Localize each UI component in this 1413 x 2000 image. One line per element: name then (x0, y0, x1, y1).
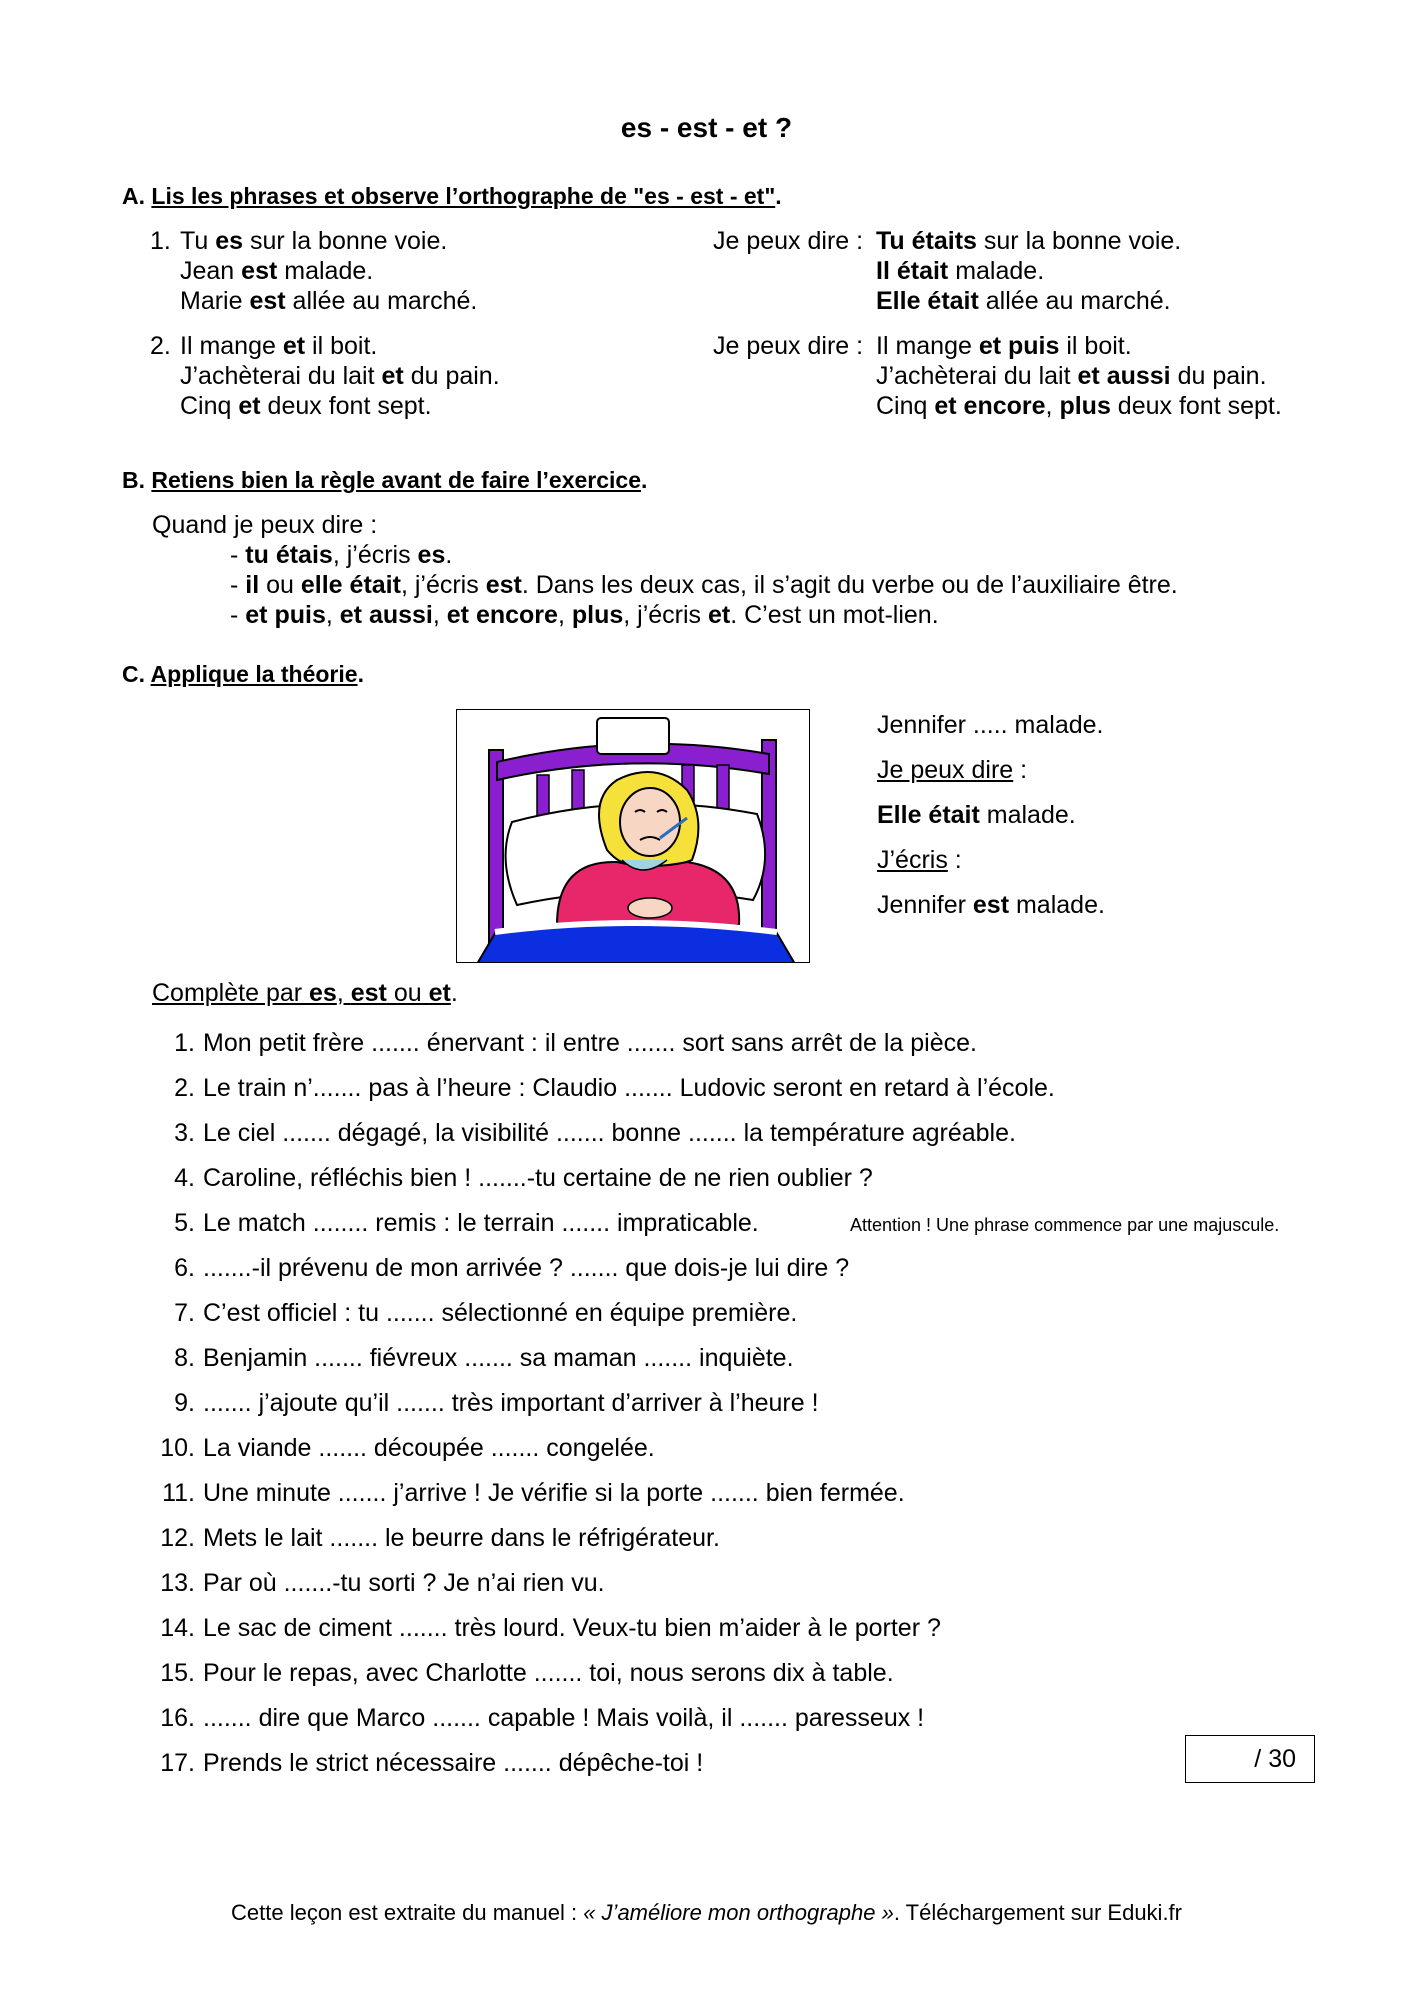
text-run: allée au marché. (978, 287, 1171, 315)
sick-girl-illustration (456, 709, 810, 963)
exercise-item (150, 1388, 1055, 1433)
exercise-number: 1. (174, 1029, 195, 1057)
section-letter: C. (122, 661, 145, 687)
text-run: plus (571, 601, 624, 629)
text-run: - (230, 541, 246, 569)
exercise-number: 9. (174, 1389, 195, 1417)
example-line-5-pre: Jennifer (877, 891, 973, 919)
footer-pre: Cette leçon est extraite du manuel : (231, 1900, 584, 1925)
text-run: il boit. (1059, 332, 1132, 360)
text-run: . C’est un mot-lien. (730, 601, 939, 629)
text-run: est (485, 571, 522, 599)
group2-number: 2. (150, 332, 171, 360)
example-line-5 (877, 890, 1105, 920)
attention-note: Attention ! Une phrase commence par une majuscule. (850, 1215, 1280, 1235)
text-run: . (450, 979, 458, 1007)
exercise-sentence: Benjamin ....... fiévreux ....... sa maman ....... inquiète. (203, 1344, 794, 1372)
exercise-item (150, 1163, 1055, 1208)
text-run: - (230, 601, 246, 629)
text-run: , j’écris (332, 541, 418, 569)
example-line-3-rest: malade. (979, 801, 1076, 829)
text-run: ou (386, 979, 429, 1007)
text-run: tu étais (245, 541, 333, 569)
exercise-number: 17. (160, 1749, 195, 1777)
exercise-item (150, 1568, 1055, 1613)
text-line (180, 361, 500, 391)
text-run: , j’écris (400, 571, 486, 599)
text-run: et (428, 979, 451, 1007)
example-line-2 (877, 755, 1027, 785)
text-run: et puis (978, 332, 1060, 360)
text-run: es (309, 979, 337, 1007)
text-run: - (230, 571, 246, 599)
text-line (180, 331, 500, 361)
text-line (230, 570, 1178, 600)
exercise-sentence: Le train n’....... pas à l’heure : Claudio ....... Ludovic seront en retard à l’école. (203, 1074, 1055, 1102)
section-heading-text: Lis les phrases et observe l’orthographe de "es - est - et" (151, 183, 776, 209)
exercise-sentence: Prends le strict nécessaire ....... dépêche-toi ! (203, 1749, 704, 1777)
text-run: Tu était (876, 227, 964, 255)
text-line (180, 286, 477, 316)
sick-girl-in-bed-icon (457, 710, 810, 963)
text-run: Complète par (152, 979, 310, 1007)
exercise-item (150, 1523, 1055, 1568)
text-run: sur la bonne voie. (243, 227, 448, 255)
text-run: sur la bonne voie. (976, 227, 1182, 255)
text-run: , (325, 601, 340, 629)
text-run: du pain. (403, 362, 500, 390)
exercise-number: 14. (160, 1614, 195, 1642)
exercise-item (150, 1253, 1055, 1298)
text-run: malade. (277, 257, 374, 285)
text-run: il boit. (305, 332, 378, 360)
exercise-number: 12. (160, 1524, 195, 1552)
exercise-sentence: Le sac de ciment ....... très lourd. Veux-tu bien m’aider à le porter ? (203, 1614, 941, 1642)
text-run: Il mange (876, 332, 979, 360)
exercise-number: 3. (174, 1119, 195, 1147)
text-run: . Dans les deux cas, il s’agit du verbe ou de l’auxiliaire être. (521, 571, 1178, 599)
group1-left-lines (180, 226, 477, 316)
text-run: elle était (300, 571, 401, 599)
exercise-sentence: Le ciel ....... dégagé, la visibilité ....... bonne ....... la température agréable. (203, 1119, 1016, 1147)
group2-prefix: Je peux dire : (713, 332, 864, 360)
text-run: et encore (934, 392, 1046, 420)
section-a-heading: A. Lis les phrases et observe l’orthographe de "es - est - et". (122, 183, 782, 209)
text-run: plus (1059, 392, 1111, 420)
text-run: J’achèterai du lait (180, 362, 382, 390)
example-line-1: Jennifer ..... malade. (877, 711, 1104, 739)
example-line-2-suffix: : (1013, 756, 1028, 784)
text-run: et encore (446, 601, 558, 629)
text-run: ou (259, 571, 301, 599)
text-run: Jean (180, 257, 242, 285)
example-line-3 (877, 800, 1076, 830)
text-line (876, 286, 1181, 316)
exercise-number: 7. (174, 1299, 195, 1327)
text-run: Tu (180, 227, 216, 255)
exercise-sentence: La viande ....... découpée ....... congelée. (203, 1434, 655, 1462)
text-run: et aussi (339, 601, 433, 629)
text-run: , j’écris (623, 601, 708, 629)
text-line (180, 256, 477, 286)
example-line-3-bold: Elle était (877, 801, 980, 829)
exercise-sentence: ....... j’ajoute qu’il ....... très important d’arriver à l’heure ! (203, 1389, 819, 1417)
text-run: , (1045, 392, 1060, 420)
section-b-heading: B. Retiens bien la règle avant de faire l’exercice. (122, 467, 648, 493)
exercise-sentence: Mon petit frère ....... énervant : il entre ....... sort sans arrêt de la pièce. (203, 1029, 977, 1057)
text-run: Cinq (876, 392, 935, 420)
section-letter: A. (122, 183, 145, 209)
exercise-sentence: Mets le lait ....... le beurre dans le réfrigérateur. (203, 1524, 720, 1552)
text-line (180, 226, 477, 256)
exercise-item (150, 1658, 1055, 1703)
exercise-sentence: Pour le repas, avec Charlotte ....... toi, nous serons dix à table. (203, 1659, 894, 1687)
text-run: J’achèterai du lait (876, 362, 1078, 390)
text-run: malade. (948, 257, 1045, 285)
rule-lines (230, 540, 1178, 630)
text-run: et (381, 362, 404, 390)
text-run: Il était (876, 257, 949, 285)
exercise-item (150, 1748, 1055, 1793)
text-run: il (245, 571, 260, 599)
exercise-item (150, 1343, 1055, 1388)
exercise-sentence: .......-il prévenu de mon arrivée ? ....... que dois-je lui dire ? (203, 1254, 850, 1282)
text-line (876, 391, 1282, 421)
exercise-item (150, 1613, 1055, 1658)
text-run: allée au marché. (285, 287, 478, 315)
exercise-sentence: Le match ........ remis : le terrain ....... impraticable. (203, 1209, 759, 1237)
exercise-item (150, 1028, 1055, 1073)
text-run: Il mange (180, 332, 283, 360)
exercise-item (150, 1433, 1055, 1478)
exercise-number: 2. (174, 1074, 195, 1102)
text-run: es (215, 227, 244, 255)
text-line (876, 361, 1282, 391)
text-run: Marie (180, 287, 250, 315)
footer-book-title: « J’améliore mon orthographe » (583, 1900, 894, 1925)
text-run: es (417, 541, 446, 569)
exercise-number: 6. (174, 1254, 195, 1282)
group2-right-lines (876, 331, 1282, 421)
example-line-2-text: Je peux dire (877, 756, 1014, 784)
group1-right-lines (876, 226, 1181, 316)
exercise-sentence: Par où .......-tu sorti ? Je n’ai rien vu. (203, 1569, 605, 1597)
exercise-number: 13. (160, 1569, 195, 1597)
text-run: et (238, 392, 261, 420)
text-run: et (282, 332, 306, 360)
exercise-sentence: C’est officiel : tu ....... sélectionné en équipe première. (203, 1299, 798, 1327)
exercise-number: 8. (174, 1344, 195, 1372)
text-run: . (445, 541, 453, 569)
example-line-5-bold: est (972, 891, 1010, 919)
exercise-item (150, 1703, 1055, 1748)
text-run: et puis (245, 601, 326, 629)
exercise-sentence: ....... dire que Marco ....... capable ! Mais voilà, il ....... paresseux ! (203, 1704, 925, 1732)
rule-intro: Quand je peux dire : (152, 511, 378, 539)
text-run: deux font sept. (1110, 392, 1282, 420)
exercise-item (150, 1298, 1055, 1343)
text-run: , (432, 601, 447, 629)
text-run: , (557, 601, 572, 629)
text-run: est (350, 979, 387, 1007)
exercise-number: 10. (160, 1434, 195, 1462)
text-line (876, 256, 1181, 286)
text-run: et aussi (1077, 362, 1171, 390)
footer (0, 1900, 1413, 1926)
text-run: Elle était (876, 287, 979, 315)
group1-prefix: Je peux dire : (713, 227, 864, 255)
exercise-list (150, 1028, 1055, 1793)
text-run: s (963, 227, 977, 255)
exercise-number: 5. (174, 1209, 195, 1237)
text-run: deux font sept. (260, 392, 432, 420)
group1-number: 1. (150, 227, 171, 255)
example-line-4-suffix: : (947, 846, 962, 874)
exercise-sentence: Caroline, réfléchis bien ! .......-tu certaine de ne rien oublier ? (203, 1164, 873, 1192)
footer-post: . Téléchargement sur Eduki.fr (893, 1900, 1182, 1925)
example-line-4-text: J’écris (877, 846, 948, 874)
text-run: est (241, 257, 278, 285)
section-heading-text: Retiens bien la règle avant de faire l’exercice (151, 467, 642, 493)
exercise-number: 4. (174, 1164, 195, 1192)
exercise-number: 15. (160, 1659, 195, 1687)
text-run: est (249, 287, 286, 315)
exercise-item (150, 1118, 1055, 1163)
text-line (230, 540, 1178, 570)
example-line-5-rest: malade. (1009, 891, 1105, 919)
exercise-sentence: Une minute ....... j’arrive ! Je vérifie si la porte ....... bien fermée. (203, 1479, 905, 1507)
text-run: Cinq (180, 392, 239, 420)
section-letter: B. (122, 467, 145, 493)
exercise-number: 11. (162, 1479, 195, 1507)
text-run: du pain. (1170, 362, 1267, 390)
exercise-instruction (152, 978, 458, 1008)
score-box: / 30 (1185, 1735, 1315, 1783)
group2-left-lines (180, 331, 500, 421)
page-title: es - est - et ? (620, 112, 793, 143)
section-c-heading: C. Applique la théorie. (122, 661, 364, 687)
text-run: , (336, 979, 351, 1007)
section-heading-text: Applique la théorie (150, 661, 358, 687)
exercise-item (150, 1073, 1055, 1118)
text-line (180, 391, 500, 421)
text-line (876, 226, 1181, 256)
text-run: et (708, 601, 731, 629)
text-line (230, 600, 1178, 630)
text-line (876, 331, 1282, 361)
example-line-4 (877, 845, 962, 875)
exercise-number: 16. (160, 1704, 195, 1732)
exercise-item (150, 1478, 1055, 1523)
